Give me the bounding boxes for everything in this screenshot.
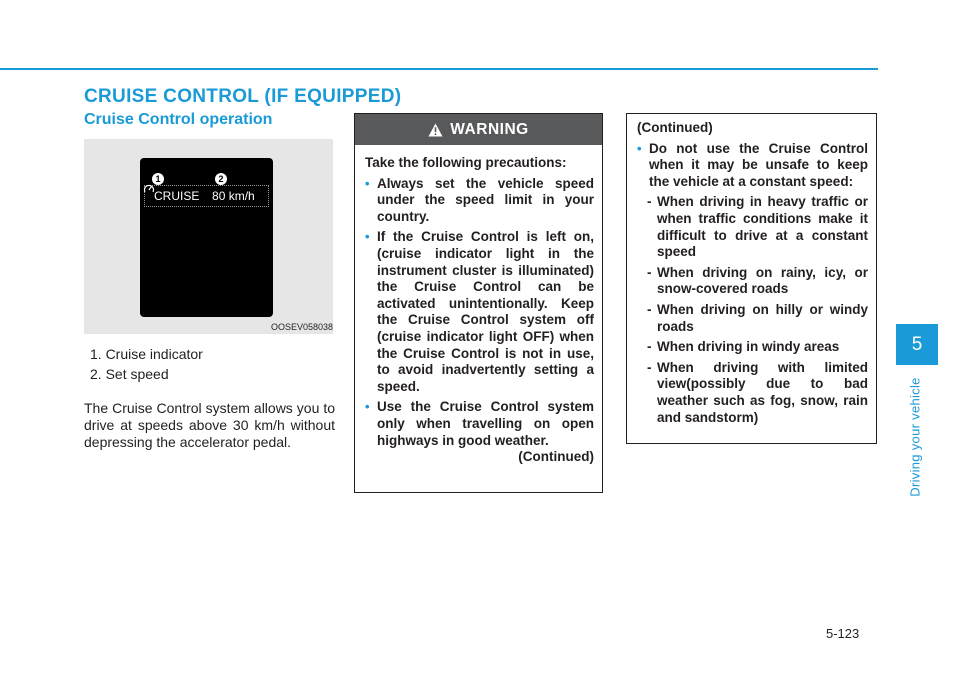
continued-bullet: • Do not use the Cruise Control when it may be unsafe to keep the vehicle at a constant speed: [637, 140, 868, 189]
callout-1: 1 [152, 173, 164, 185]
warning-intro: Take the following precautions: [365, 155, 567, 170]
page-number: 5-123 [826, 626, 860, 641]
description-paragraph: The Cruise Control system allows you to drive at speeds above 30 km/h without depressing the accelerator pedal. [84, 400, 335, 450]
warning-box [354, 113, 603, 493]
warning-bullet: • Always set the vehicle speed under the speed limit in your country. [365, 175, 594, 224]
cruise-label: CRUISE [154, 189, 200, 203]
warning-header [355, 114, 602, 145]
chapter-title: Driving your vehicle [907, 377, 923, 497]
warning-bullet: • If the Cruise Control is left on, (cruise indicator light in the instrument cluster is illuminated) the Cruise Control can be activated unintentionally. Keep the Cruise Control system off (cruise indicator light OFF) when the Cruise Control is not in use, to avoid inadvertently setting a speed. [365, 229, 594, 394]
continued-label: (Continued) [518, 449, 594, 465]
header-rule [0, 68, 878, 70]
condition-item: - When driving on hilly or windy roads [647, 301, 868, 334]
legend-item: 1. Cruise indicator [90, 346, 203, 362]
warning-bullet: • Use the Cruise Control system only when travelling on open highways in good weather. [365, 399, 594, 448]
continued-header: (Continued) [637, 120, 713, 135]
condition-item: - When driving in heavy traffic or when traffic conditions make it difficult to drive at a constant speed [647, 194, 868, 260]
figure-code: OOSEV058038 [270, 322, 333, 332]
cruise-indicator-display [144, 185, 269, 207]
condition-item: - When driving in windy areas [647, 339, 840, 355]
condition-item: - When driving with limited view(possibly due to bad weather such as fog, snow, rain and sandstorm) [647, 359, 868, 425]
warning-continued-box [626, 113, 877, 444]
set-speed: 80 km/h [212, 189, 255, 203]
callout-2: 2 [215, 173, 227, 185]
condition-item: - When driving on rainy, icy, or snow-covered roads [647, 264, 868, 297]
warning-title: WARNING [450, 120, 529, 138]
legend-item: 2. Set speed [90, 366, 169, 382]
section-title: CRUISE CONTROL (IF EQUIPPED) [84, 86, 402, 107]
subsection-title: Cruise Control operation [84, 111, 273, 128]
cluster-figure [84, 139, 333, 334]
figure-legend [90, 344, 203, 384]
chapter-tab: 5 [896, 324, 938, 365]
warning-triangle-icon [428, 123, 443, 137]
cluster-display [140, 158, 273, 317]
